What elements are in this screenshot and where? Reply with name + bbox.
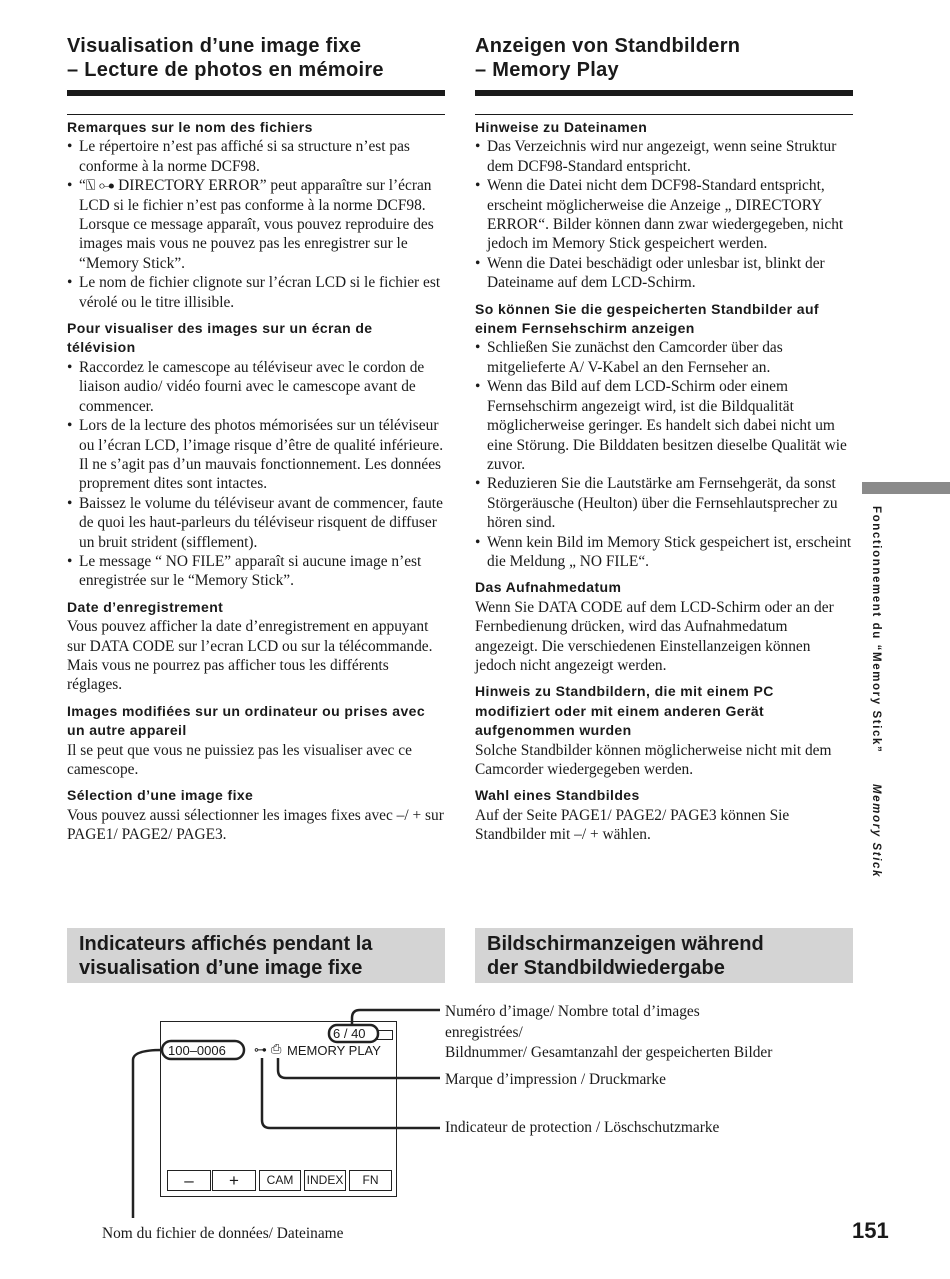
section-heading: Sélection d’une image fixe <box>67 787 254 804</box>
side-tab-marker <box>862 482 950 494</box>
memory-play-label: MEMORY PLAY <box>287 1043 381 1058</box>
paragraph: Vous pouvez aussi sélectionner les images fixes avec –/ + sur PAGE1/ PAGE2/ PAGE3. <box>67 806 444 844</box>
right-box-line-2: der Standbildwiedergabe <box>487 957 725 979</box>
left-title-bar <box>67 90 445 96</box>
plus-button[interactable]: + <box>212 1170 256 1191</box>
list-item: • Schließen Sie zunächst den Camcorder über das mitgelieferte A/ V-Kabel an den Fernseher an. <box>475 338 853 377</box>
left-title-line-2: – Lecture de photos en mémoire <box>67 59 384 81</box>
file-name-readout: 100–0006 <box>168 1043 226 1058</box>
callout-protect: Indicateur de protection / Löschschutzmarke <box>445 1119 720 1136</box>
right-indicator-heading-box <box>475 928 853 983</box>
section-heading: Hinweis zu Standbildern, die mit einem PC modifiziert oder mit einem anderen Gerät aufgenommen wurden <box>475 683 774 739</box>
list-item: • Lors de la lecture des photos mémorisées sur un téléviseur ou l’écran LCD, l’image risque d’être de qualité inférieure. Il ne s’agit pas d’un mauvais fonctionnement. Les données proprement dites sont intactes. <box>67 416 445 494</box>
side-tab-label <box>870 506 882 878</box>
callout-image-number-fr: Numéro d’image/ Nombre total d’images <box>445 1003 700 1020</box>
list-item: • Das Verzeichnis wird nur angezeigt, wenn seine Struktur dem DCF98-Standard entspricht. <box>475 137 853 176</box>
filename-callout <box>133 1050 162 1218</box>
minus-button[interactable]: – <box>167 1170 211 1191</box>
side-tab-text: Fonctionnement du “Memory Stick” <box>870 506 882 754</box>
paragraph: Wenn Sie DATA CODE auf dem LCD-Schirm oder an der Fernbedienung drücken, wird das Aufnahmedatum angezeigt. Die verschiedenen Einstellanzeigen können jedoch nicht angezeigt werden. <box>475 598 834 674</box>
paragraph: Solche Standbilder können möglicherweise nicht mit dem Camcorder wiedergegeben werden. <box>475 741 832 778</box>
list-item: • Le nom de fichier clignote sur l’écran LCD si le fichier est vérolé ou le titre illisible. <box>67 273 445 312</box>
bullet-list <box>475 137 853 292</box>
section-heading: Wahl eines Standbildes <box>475 787 640 804</box>
left-box-line-2: visualisation d’une image fixe <box>79 957 363 979</box>
list-item: • Wenn kein Bild im Memory Stick gespeichert ist, erscheint die Meldung „ NO FILE“. <box>475 533 853 572</box>
section-heading: Pour visualiser des images sur un écran de télévision <box>67 320 373 356</box>
callout-print-mark: Marque d’impression / Druckmarke <box>445 1071 666 1088</box>
paragraph: Auf der Seite PAGE1/ PAGE2/ PAGE3 können Sie Standbilder mit –/ + wählen. <box>475 806 790 844</box>
section-heading: Date d’enregistrement <box>67 598 224 615</box>
right-title-line-2: – Memory Play <box>475 59 619 81</box>
list-item: • Wenn die Datei beschädigt oder unlesbar ist, blinkt der Dateiname auf dem LCD-Schirm. <box>475 254 853 293</box>
right-page-title <box>475 34 853 82</box>
section-heading: Remarques sur le nom des fichiers <box>67 119 313 135</box>
right-title-bar <box>475 90 853 96</box>
list-item: • Le répertoire n’est pas affiché si sa structure n’est pas conforme à la norme DCF98. <box>67 137 445 176</box>
list-item: • Raccordez le camescope au téléviseur avec le cordon de liaison audio/ vidéo fourni avec le camescope avant de commencer. <box>67 358 445 416</box>
callout-image-number-fr-2: enregistrées/ <box>445 1024 523 1041</box>
left-title-line-1: Visualisation d’une image fixe <box>67 35 362 57</box>
bullet-list <box>67 358 445 591</box>
right-title-rule <box>475 114 853 115</box>
list-item: • Le message “ NO FILE” apparaît si aucune image n’est enregistrée sur le “Memory Stick”. <box>67 552 445 591</box>
protect-key-icon: ⊶ <box>254 1043 267 1058</box>
callout-filename: Nom du fichier de données/ Dateiname <box>102 1225 344 1242</box>
print-mark-icon: ⎙ <box>271 1042 282 1057</box>
cam-button[interactable]: CAM <box>259 1170 301 1191</box>
left-title-rule <box>67 114 445 115</box>
side-tab-italic: Memory Stick <box>870 784 882 879</box>
fn-button[interactable]: FN <box>349 1170 392 1191</box>
list-item: • Reduzieren Sie die Lautstärke am Fernsehgerät, da sonst Störgeräusche (Heulton) über die Fernsehlautsprecher zu hören sind. <box>475 474 853 532</box>
bullet-list <box>67 137 445 312</box>
section-heading: Hinweise zu Dateinamen <box>475 119 648 135</box>
index-button[interactable]: INDEX <box>304 1170 346 1191</box>
left-page-title <box>67 34 445 82</box>
left-box-line-1: Indicateurs affichés pendant la <box>79 933 373 955</box>
callout-image-number-de: Bildnummer/ Gesamtanzahl der gespeicherten Bilder <box>445 1044 773 1061</box>
memory-card-icon <box>377 1030 393 1040</box>
bullet-list <box>475 338 853 571</box>
page-number: 151 <box>852 1218 889 1243</box>
right-body <box>475 118 853 845</box>
list-item: • Baissez le volume du téléviseur avant de commencer, faute de quoi les haut-parleurs du téléviseur risquent de diffuser un bruit strident (sifflement). <box>67 494 445 552</box>
paragraph: Vous pouvez afficher la date d’enregistrement en appuyant sur DATA CODE sur l’ecran LCD ou sur la télécommande. Mais vous ne pourrez pas afficher tous les différents réglages. <box>67 618 433 694</box>
left-indicator-heading-box <box>67 928 445 983</box>
right-box-line-1: Bildschirmanzeigen während <box>487 933 764 955</box>
image-counter: 6 / 40 <box>333 1026 366 1041</box>
section-heading: Das Aufnahmedatum <box>475 579 622 596</box>
left-body <box>67 118 445 845</box>
paragraph: Il se peut que vous ne puissiez pas les visualiser avec ce camescope. <box>67 741 412 778</box>
list-item: • Wenn die Datei nicht dem DCF98-Standard entspricht, erscheint möglicherweise die Anzeige „ DIRECTORY ERROR“. Bilder können dann zwar wiedergegeben, nicht jedoch im Memory Stick gespeichert werden. <box>475 176 853 254</box>
list-item: • “⍂ ⊶ DIRECTORY ERROR” peut apparaître sur l’écran LCD si le fichier n’est pas conforme à la norme DCF98. Lorsque ce message apparaît, vous pouvez reproduire des images mais vous ne pouvez pas les enregistrer sur le “Memory Stick”. <box>67 176 445 273</box>
section-heading: So können Sie die gespeicherten Standbilder auf einem Fernsehschirm anzeigen <box>475 300 819 337</box>
lcd-screen-diagram <box>160 1021 397 1197</box>
list-item: • Wenn das Bild auf dem LCD-Schirm oder einem Fernsehschirm angezeigt wird, ist die Bildqualität möglicherweise geringer. Es handelt sich dabei nicht um eine Störung. Die Bilddaten besitzen dieselbe Qualität wie zuvor. <box>475 377 853 474</box>
right-title-line-1: Anzeigen von Standbildern <box>475 35 741 57</box>
directory-error-icon: ⍂ ⊶ <box>85 177 115 195</box>
section-heading: Images modifiées sur un ordinateur ou prises avec un autre appareil <box>67 702 426 739</box>
